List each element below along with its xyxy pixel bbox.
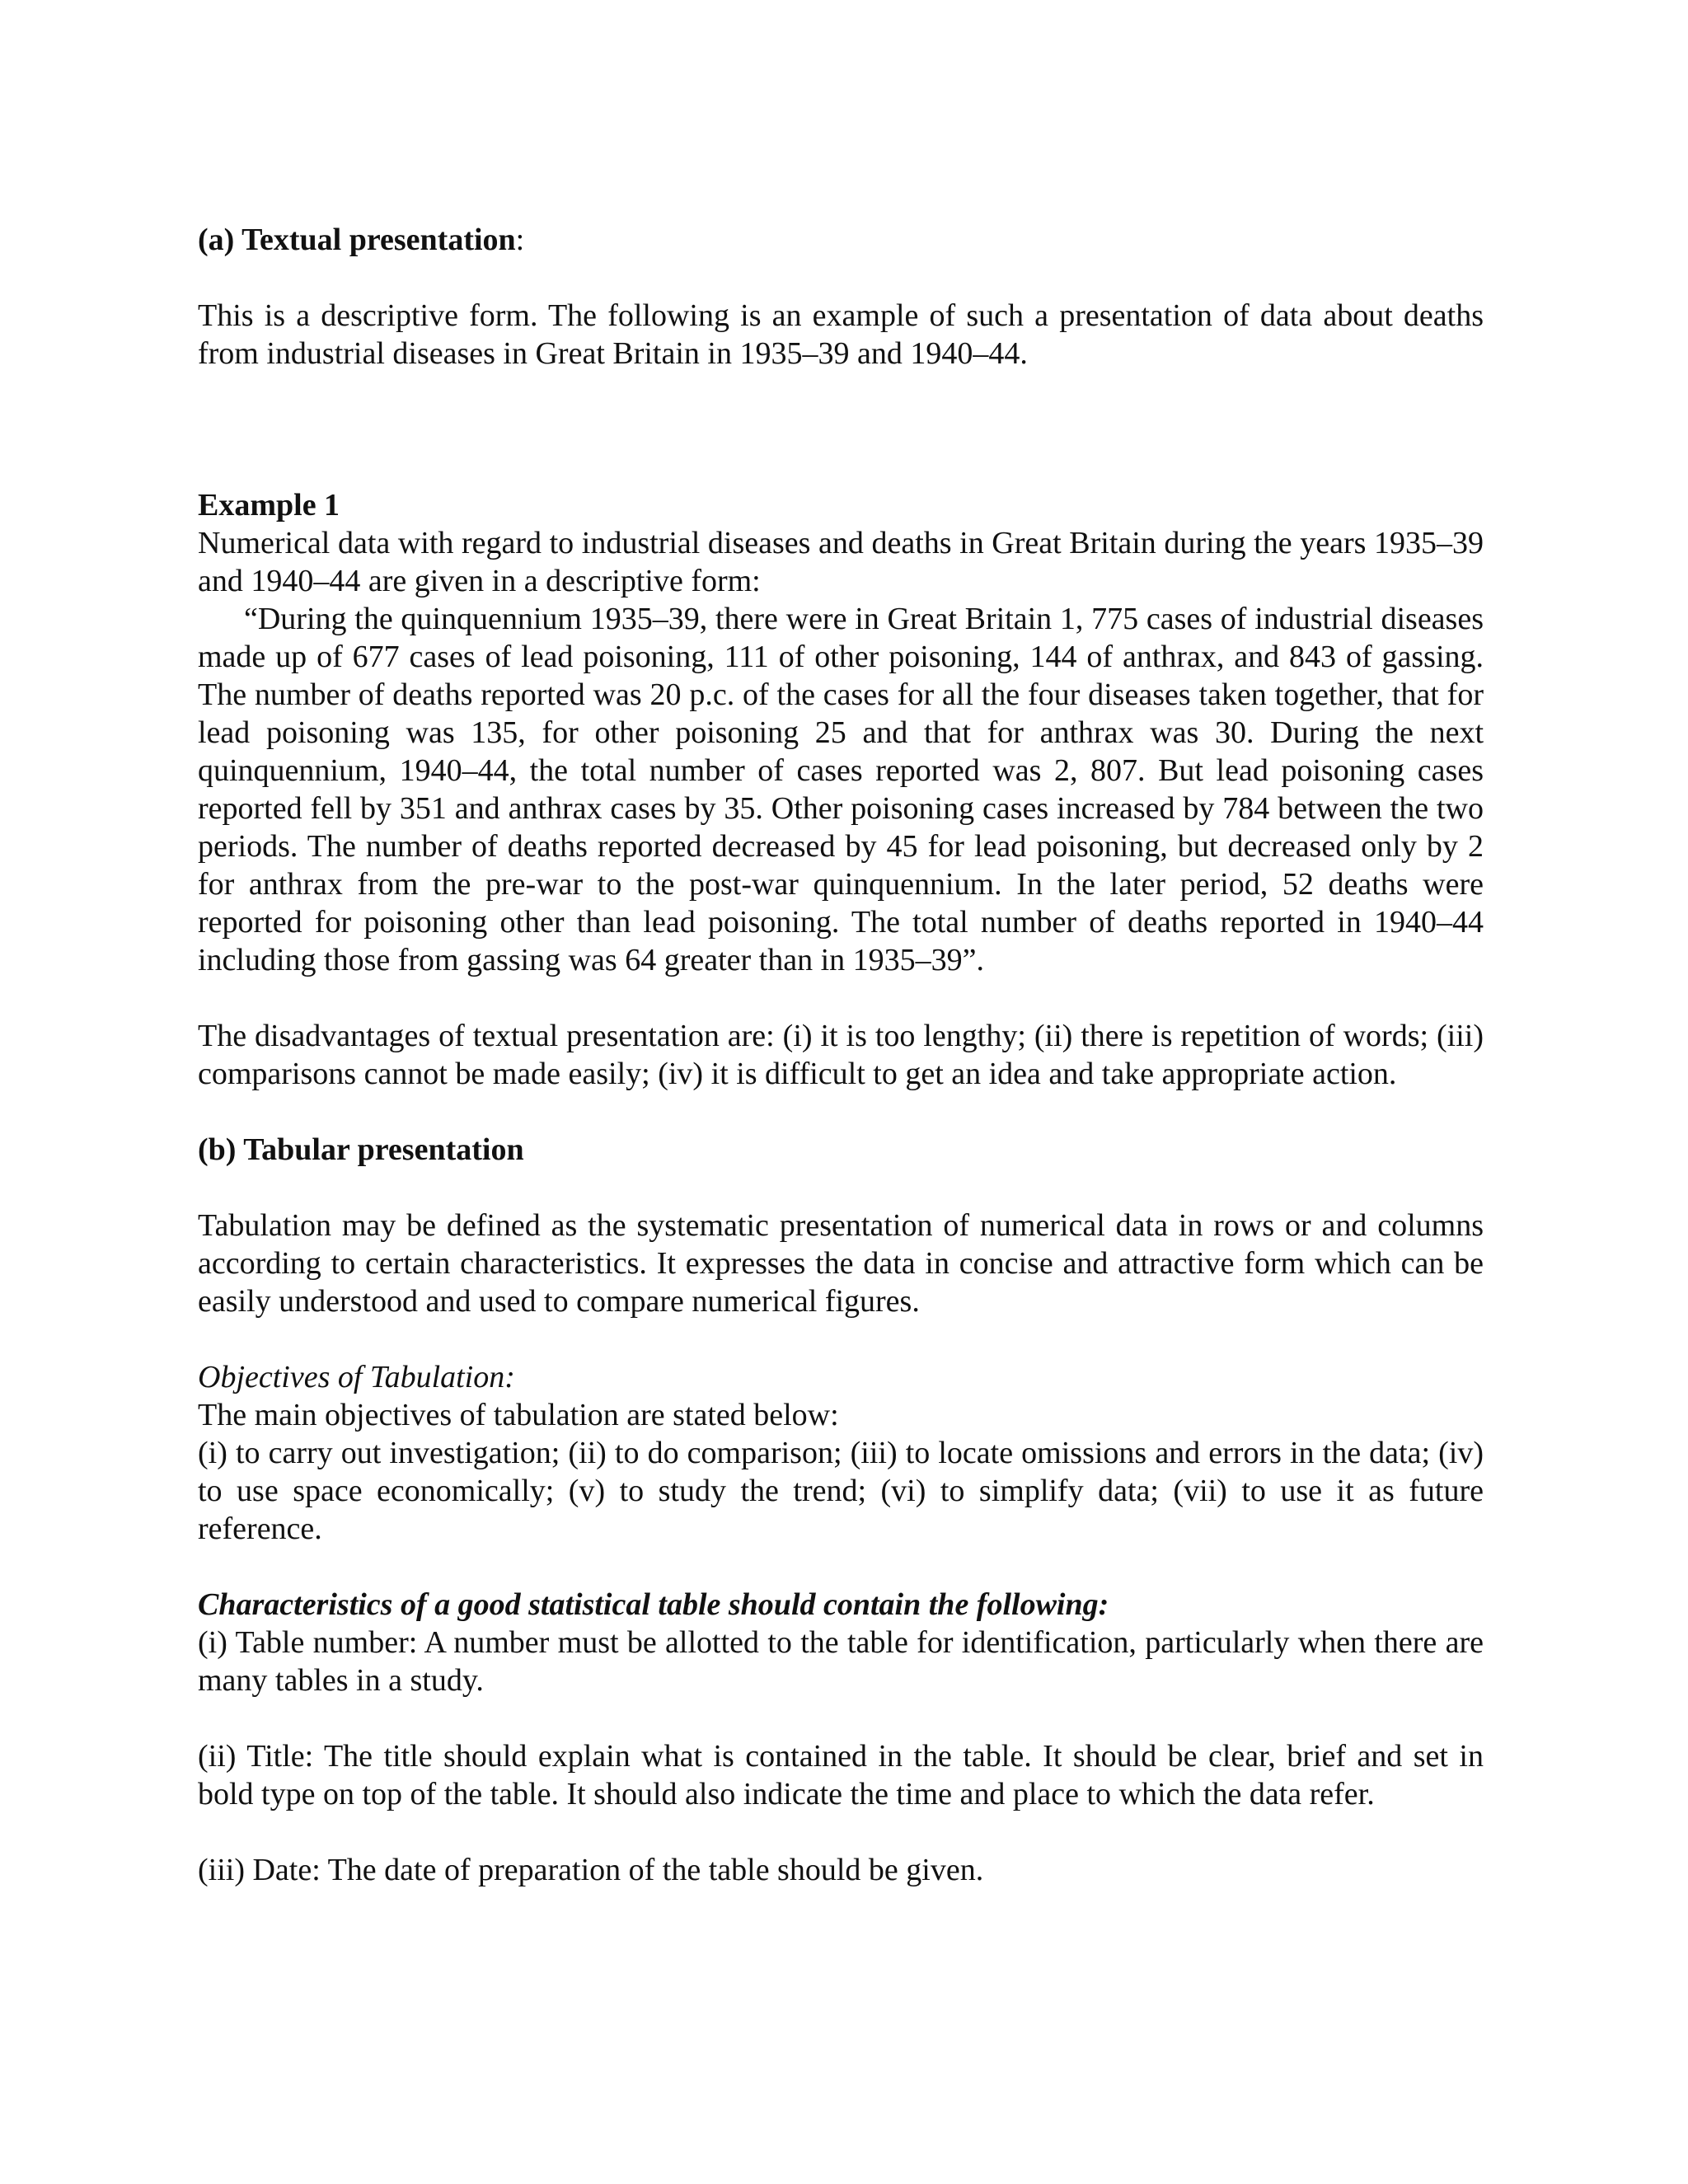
spacer bbox=[198, 1093, 1484, 1131]
spacer bbox=[198, 373, 1484, 486]
section-b-heading: (b) Tabular presentation bbox=[198, 1132, 524, 1167]
objectives-list: (i) to carry out investigation; (ii) to do comparison; (iii) to locate omissions and errors in the data; (iv) to use space economically; (v) to study the trend; (vi) to simplify data; (vii) to use it as future reference. bbox=[198, 1436, 1484, 1546]
example-1-heading: Example 1 bbox=[198, 488, 340, 523]
example-1-lead: Numerical data with regard to industrial diseases and deaths in Great Britain during the years 1935–39 and 1940–44 are given in a descriptive form: bbox=[198, 526, 1484, 598]
objectives-heading: Objectives of Tabulation: bbox=[198, 1360, 515, 1394]
spacer bbox=[198, 1169, 1484, 1207]
spacer bbox=[198, 979, 1484, 1017]
spacer bbox=[198, 1548, 1484, 1586]
objectives-lead: The main objectives of tabulation are stated below: bbox=[198, 1398, 839, 1432]
section-a-heading bbox=[198, 221, 1484, 259]
spacer bbox=[198, 1699, 1484, 1737]
spacer bbox=[198, 259, 1484, 297]
example-1-quote: “During the quinquennium 1935–39, there were in Great Britain 1, 775 cases of industrial diseases made up of 677 cases of lead poisoning, 111 of other poisoning, 144 of anthrax, and 843 of gassing. The number of deaths reported was 20 p.c. of the cases for all the four diseases taken together, that for lead poisoning was 135, for other poisoning 25 and that for anthrax was 30. During the next quinquennium, 1940–44, the total number of cases reported was 2, 807. But lead poisoning cases reported fell by 351 and anthrax cases by 35. Other poisoning cases increased by 784 between the two periods. The number of deaths reported decreased by 45 for lead poisoning, but decreased only by 2 for anthrax from the pre-war to the post-war quinquennium. In the later period, 52 deaths were reported for poisoning other than lead poisoning. The total number of deaths reported in 1940–44 including those from gassing was 64 greater than in 1935–39”. bbox=[198, 602, 1484, 977]
characteristic-date: (iii) Date: The date of preparation of the table should be given. bbox=[198, 1853, 984, 1887]
characteristics-heading: Characteristics of a good statistical table should contain the following: bbox=[198, 1587, 1109, 1622]
section-a-intro: This is a descriptive form. The following is an example of such a presentation of data about deaths from industrial diseases in Great Britain in 1935–39 and 1940–44. bbox=[198, 298, 1484, 371]
spacer bbox=[198, 1320, 1484, 1358]
section-a-heading-text: (a) Textual presentation bbox=[198, 223, 516, 257]
section-a-heading-colon: : bbox=[515, 223, 525, 257]
document-page bbox=[198, 221, 1484, 1889]
spacer bbox=[198, 1813, 1484, 1851]
tabulation-definition: Tabulation may be defined as the systematic presentation of numerical data in rows or and columns according to certain characteristics. It expresses the data in concise and attractive form which can be easily understood and used to compare numerical figures. bbox=[198, 1208, 1484, 1319]
disadvantages-paragraph: The disadvantages of textual presentation are: (i) it is too lengthy; (ii) there is repetition of words; (iii) comparisons cannot be made easily; (iv) it is difficult to get an idea and take appropriate action. bbox=[198, 1019, 1484, 1091]
characteristic-title: (ii) Title: The title should explain what is contained in the table. It should be clear, brief and set in bold type on top of the table. It should also indicate the time and place to which the data refer. bbox=[198, 1739, 1484, 1811]
characteristic-table-number: (i) Table number: A number must be allotted to the table for identification, particularly when there are many tables in a study. bbox=[198, 1625, 1484, 1698]
